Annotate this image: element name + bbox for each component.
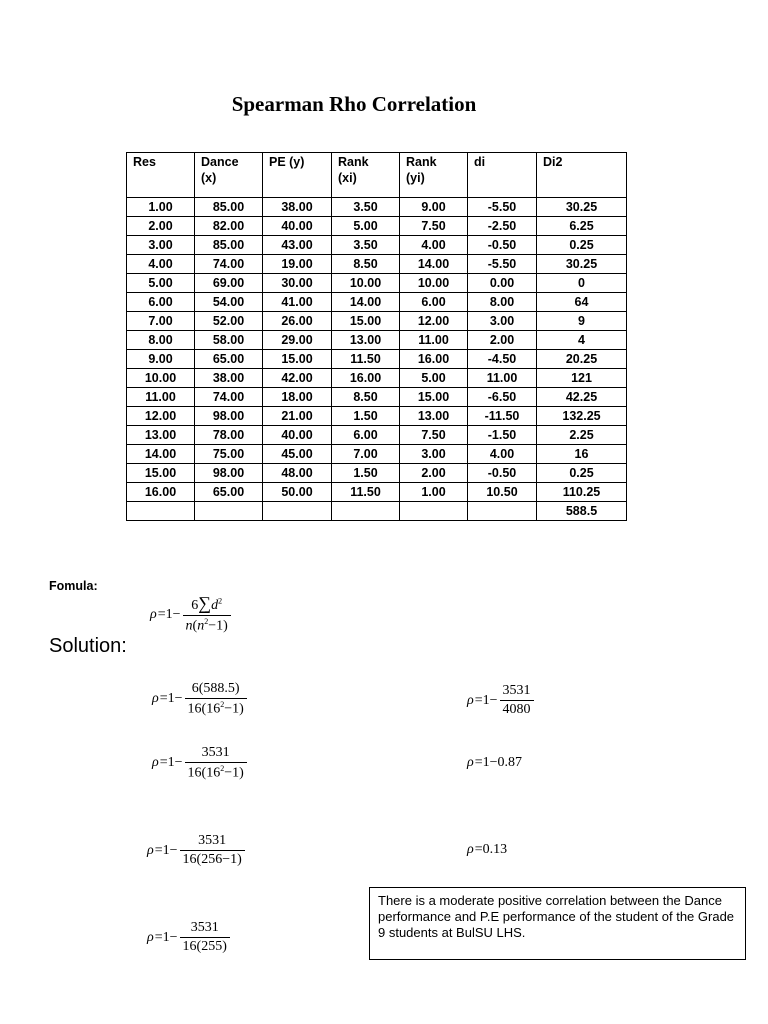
step-4-fraction: $\frac{3531}{16(255)}$ [180,920,230,955]
table-cell: 10.00 [332,274,400,293]
table-cell: -11.50 [468,407,537,426]
formula-label: Fomula: [49,579,98,593]
table-cell: 3.50 [332,236,400,255]
table-cell [127,502,195,521]
table-row [127,331,627,350]
table-cell: 6.00 [127,293,195,312]
table-cell: 16.00 [332,369,400,388]
table-cell: 30.25 [537,255,627,274]
table-cell: 40.00 [263,426,332,445]
table-row [127,502,627,521]
table-cell: 9 [537,312,627,331]
table-row [127,217,627,236]
table-cell: 6.00 [400,293,468,312]
table-cell: 40.00 [263,217,332,236]
table-cell: 48.00 [263,464,332,483]
table-cell: 5.00 [400,369,468,388]
table-cell: -1.50 [468,426,537,445]
table-cell: 14.00 [332,293,400,312]
table-row [127,426,627,445]
table-cell: 30.00 [263,274,332,293]
table-body [127,198,627,521]
table-row [127,350,627,369]
step-3-fraction: $\frac{3531}{16(256-1)}$ [180,833,245,868]
table-cell: 12.00 [127,407,195,426]
table-row [127,483,627,502]
table-cell: 11.00 [468,369,537,388]
table-cell: 85.00 [195,198,263,217]
table-cell: 2.25 [537,426,627,445]
table-cell: 26.00 [263,312,332,331]
data-table [126,152,627,521]
formula-fraction [183,593,231,635]
table-cell: 98.00 [195,407,263,426]
table-cell: 58.00 [195,331,263,350]
table-row [127,388,627,407]
table-cell: 1.00 [127,198,195,217]
formula-equation [150,593,231,635]
table-cell: 21.00 [263,407,332,426]
table-cell: 42.25 [537,388,627,407]
table-cell: 42.00 [263,369,332,388]
table-cell: 9.00 [400,198,468,217]
solution-step-5: ρ =1− $\frac{3531}{4080}$ [467,683,534,718]
table-cell: 10.50 [468,483,537,502]
table-row [127,312,627,331]
table-cell: 15.00 [127,464,195,483]
table-cell: 4.00 [468,445,537,464]
table-row [127,464,627,483]
table-cell: -0.50 [468,236,537,255]
conclusion-box: There is a moderate positive correlation between the Dance performance and P.E performance of the student of the Grade 9 students at BulSU LHS. [369,887,746,960]
table-cell: 65.00 [195,350,263,369]
table-cell: 2.00 [468,331,537,350]
solution-step-6: ρ = 1−0.87 [467,755,523,770]
table-cell: 65.00 [195,483,263,502]
header-di: di [468,153,537,198]
table-cell: 3.50 [332,198,400,217]
solution-step-3: ρ =1− $\frac{3531}{16(256-1)}$ [147,833,245,868]
table-cell: 6.25 [537,217,627,236]
table-cell: 29.00 [263,331,332,350]
table-row [127,274,627,293]
table-cell: 19.00 [263,255,332,274]
formula-numerator: $6\sum d^2$ [191,593,223,613]
solution-step-2: ρ =1− $\frac{3531}{16(16^2-1)}$ [152,745,247,782]
table-cell: 1.50 [332,407,400,426]
table-cell [195,502,263,521]
table-row [127,445,627,464]
table-cell: 13.00 [400,407,468,426]
table-cell: 110.25 [537,483,627,502]
table-cell: 13.00 [332,331,400,350]
table-cell: 14.00 [127,445,195,464]
table-cell: 13.00 [127,426,195,445]
table-cell: 132.25 [537,407,627,426]
table-row [127,293,627,312]
page-title: Spearman Rho Correlation [231,92,477,116]
table-cell: 6.00 [332,426,400,445]
table-cell: 43.00 [263,236,332,255]
table-header-row [127,153,627,198]
step-2-fraction: $\frac{3531}{16(16^2-1)}$ [185,745,247,782]
table-cell: 15.00 [400,388,468,407]
header-rank-yi: Rank (yi) [400,153,468,198]
table-cell: 3.00 [468,312,537,331]
table-cell: 1.00 [400,483,468,502]
table-cell: 75.00 [195,445,263,464]
table-cell: 8.00 [127,331,195,350]
table-cell: 16 [537,445,627,464]
table-cell: 15.00 [263,350,332,369]
table-cell: 82.00 [195,217,263,236]
table-cell: 15.00 [332,312,400,331]
table-cell: 7.00 [332,445,400,464]
table-cell: -6.50 [468,388,537,407]
table-cell: 85.00 [195,236,263,255]
table-cell: 0.25 [537,464,627,483]
table-cell: 16.00 [400,350,468,369]
table-cell: 11.00 [127,388,195,407]
table-cell: 45.00 [263,445,332,464]
table-cell: 16.00 [127,483,195,502]
table-cell [332,502,400,521]
table-cell: 3.00 [400,445,468,464]
table-cell: -2.50 [468,217,537,236]
table-cell: 1.50 [332,464,400,483]
table-cell: 38.00 [195,369,263,388]
table-cell: 8.50 [332,255,400,274]
table-cell: 78.00 [195,426,263,445]
table-cell: 2.00 [127,217,195,236]
eq-sign: =1− [157,607,181,623]
header-pe: PE (y) [263,153,332,198]
table-cell: 2.00 [400,464,468,483]
solution-step-7: ρ = 0.13 [467,842,508,857]
table-cell: 4.00 [127,255,195,274]
table-cell: -4.50 [468,350,537,369]
table-cell: 52.00 [195,312,263,331]
table-cell: 74.00 [195,255,263,274]
header-di2: Di2 [537,153,627,198]
table-cell: 8.00 [468,293,537,312]
table-cell: 74.00 [195,388,263,407]
table-cell: 50.00 [263,483,332,502]
header-res: Res [127,153,195,198]
table-cell: 41.00 [263,293,332,312]
table-cell: 69.00 [195,274,263,293]
table-cell: 3.00 [127,236,195,255]
table-row [127,255,627,274]
table-cell: 8.50 [332,388,400,407]
table-cell: 7.50 [400,426,468,445]
solution-step-1: ρ =1− $\frac{6(588.5)}{16(16^2-1)}$ [152,681,247,718]
table-cell: 121 [537,369,627,388]
table-row [127,369,627,388]
header-dance: Dance (x) [195,153,263,198]
table-cell [400,502,468,521]
step-5-fraction: $\frac{3531}{4080}$ [500,683,534,718]
table-cell: -5.50 [468,198,537,217]
table-cell: 20.25 [537,350,627,369]
table-cell: 10.00 [400,274,468,293]
table-cell: 4.00 [400,236,468,255]
table-cell: 54.00 [195,293,263,312]
table-cell: 4 [537,331,627,350]
table-cell: 38.00 [263,198,332,217]
table-cell: 0.25 [537,236,627,255]
table-cell: 5.00 [127,274,195,293]
solution-label: Solution: [49,635,127,657]
table-cell: 5.00 [332,217,400,236]
table-cell: -0.50 [468,464,537,483]
table-cell: 11.50 [332,483,400,502]
table-cell: 7.50 [400,217,468,236]
table-cell: -5.50 [468,255,537,274]
table-cell: 0 [537,274,627,293]
table-cell: 9.00 [127,350,195,369]
solution-step-4: ρ =1− $\frac{3531}{16(255)}$ [147,920,230,955]
table-cell: 12.00 [400,312,468,331]
formula-denominator: $n(n^2-1)$ [183,615,231,635]
header-rank-xi: Rank (xi) [332,153,400,198]
table-cell [263,502,332,521]
table-row [127,407,627,426]
step-1-fraction: $\frac{6(588.5)}{16(16^2-1)}$ [185,681,247,718]
table-cell [468,502,537,521]
table-cell: 98.00 [195,464,263,483]
table-cell: 0.00 [468,274,537,293]
table-cell: 14.00 [400,255,468,274]
table-row [127,236,627,255]
table-cell: 30.25 [537,198,627,217]
table-cell: 7.00 [127,312,195,331]
table-cell: 588.5 [537,502,627,521]
table-cell: 10.00 [127,369,195,388]
table-cell: 11.50 [332,350,400,369]
rho-symbol: ρ [150,607,157,623]
table-row [127,198,627,217]
table-cell: 18.00 [263,388,332,407]
table-cell: 11.00 [400,331,468,350]
table-cell: 64 [537,293,627,312]
